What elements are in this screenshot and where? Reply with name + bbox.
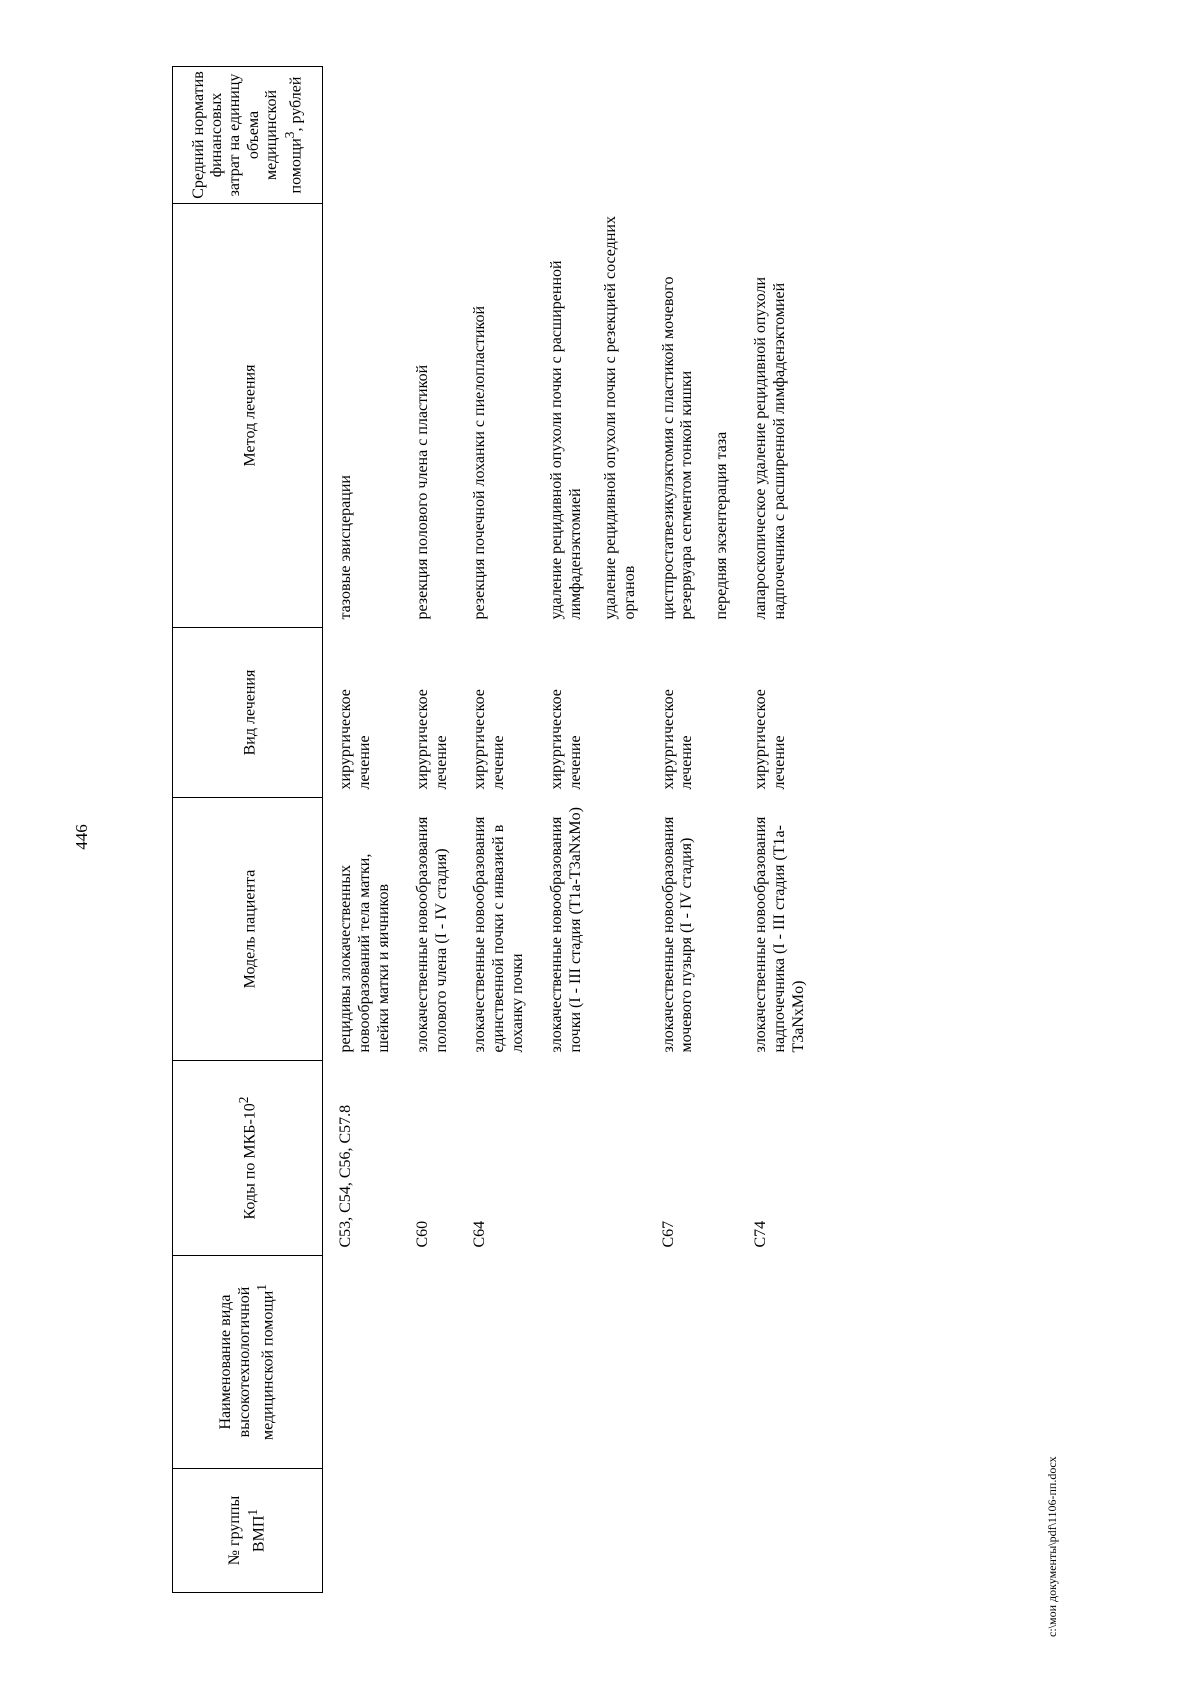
icd-codes-cell: C67 bbox=[659, 1220, 677, 1248]
treatment-kind-cell: хирургическое лечение bbox=[413, 689, 450, 790]
treatment-method-cell bbox=[752, 204, 829, 628]
table-row bbox=[471, 67, 548, 1593]
treatment-method-item: лапароскопическое удаление рецидивной опухоли надпочечника с расширенной лимфаденэктомией bbox=[752, 276, 788, 620]
treatment-method-cell bbox=[660, 204, 753, 628]
patient-model-cell: злокачественные новообразования мочевого пузыря (I - IV стадия) bbox=[659, 816, 696, 1053]
table-row bbox=[323, 67, 414, 1593]
cost-norm-cell bbox=[548, 67, 660, 204]
patient-model-cell: злокачественные новообразования единственной почки с инвазией в лоханку почки bbox=[471, 816, 527, 1053]
cost-norm-cell bbox=[323, 67, 414, 204]
table-row bbox=[660, 67, 753, 1593]
cost-norm-cell bbox=[660, 67, 753, 204]
header-cost-norm: Средний норматив финансовых затрат на единицу объема медицинской помощи$^3$, рублей bbox=[173, 67, 323, 204]
care-type-cell bbox=[323, 1256, 414, 1469]
treatment-kind-cell: хирургическое лечение bbox=[752, 689, 788, 790]
header-icd-codes: Коды по МКБ-$10^2$ bbox=[173, 1061, 323, 1256]
header-treatment-kind: Вид лечения bbox=[173, 628, 323, 798]
treatment-kind-cell: хирургическое лечение bbox=[337, 689, 373, 790]
icd-codes-cell: C60 bbox=[413, 1220, 431, 1248]
group-number-cell bbox=[323, 1469, 414, 1593]
treatment-method-item: тазовые эвисцерации bbox=[337, 475, 354, 620]
table-row bbox=[752, 67, 829, 1593]
header-treatment-method: Метод лечения bbox=[173, 204, 323, 628]
treatment-method-cell bbox=[548, 204, 660, 628]
group-number-cell bbox=[414, 1469, 472, 1593]
icd-codes-cell bbox=[548, 1061, 660, 1256]
treatment-method-item: передняя экзентерация таза bbox=[713, 431, 731, 620]
care-type-cell bbox=[660, 1256, 753, 1469]
patient-model-cell: злокачественные новообразования почки (I - III стадия (T1a-T3aNxMo) bbox=[548, 807, 584, 1053]
treatment-method-item: резекция почечной лоханки с пиелопластикой bbox=[471, 305, 489, 620]
icd-codes-cell: C64 bbox=[471, 1220, 489, 1248]
table-header-row bbox=[173, 67, 323, 1593]
treatment-method-cell bbox=[323, 204, 414, 628]
table-body bbox=[323, 67, 829, 1593]
treatment-kind-cell: хирургическое лечение bbox=[659, 689, 696, 790]
treatment-method-item: удаление рецидивной опухоли почки с резекцией соседних органов bbox=[601, 216, 638, 620]
treatment-method-item: удаление рецидивной опухоли почки с расширенной лимфаденэктомией bbox=[548, 260, 584, 620]
cost-norm-cell bbox=[471, 67, 548, 204]
care-type-cell bbox=[752, 1256, 829, 1469]
care-type-cell bbox=[414, 1256, 472, 1469]
group-number-cell bbox=[752, 1469, 829, 1593]
vmp-table bbox=[172, 66, 829, 1593]
patient-model-cell: злокачественные новообразования надпочечника (I - III стадия (T1a-T3aNxMo) bbox=[752, 816, 807, 1053]
cost-norm-cell bbox=[752, 67, 829, 204]
care-type-cell bbox=[548, 1256, 660, 1469]
table-row bbox=[414, 67, 472, 1593]
header-care-type-name: Наименование вида высокотехнологичной медицинской помощи$^1$ bbox=[173, 1256, 323, 1469]
group-number-cell bbox=[471, 1469, 548, 1593]
icd-codes-cell: C53, C54, C56, C57.8 bbox=[337, 1104, 354, 1248]
treatment-method-cell bbox=[414, 204, 472, 628]
header-patient-model: Модель пациента bbox=[173, 798, 323, 1061]
patient-model-cell: рецидивы злокачественных новообразований тела матки, шейки матки и яичников bbox=[337, 853, 392, 1053]
treatment-kind-cell: хирургическое лечение bbox=[548, 689, 584, 790]
treatment-kind-cell: хирургическое лечение bbox=[471, 689, 508, 790]
treatment-method-item: цистпростатвезикулэктомия с пластикой мочевого резервуара сегментом тонкой кишки bbox=[659, 276, 696, 620]
cost-norm-cell bbox=[414, 67, 472, 204]
page-number: 446 bbox=[72, 824, 91, 850]
icd-codes-cell: C74 bbox=[752, 1220, 770, 1248]
care-type-cell bbox=[471, 1256, 548, 1469]
patient-model-cell: злокачественные новообразования полового члена (I - IV стадия) bbox=[413, 816, 450, 1053]
table-row bbox=[548, 67, 660, 1593]
header-group-number: № группы ВМП$^1$ bbox=[173, 1469, 323, 1593]
treatment-method-item: резекция полового члена с пластикой bbox=[413, 364, 431, 620]
group-number-cell bbox=[660, 1469, 753, 1593]
footer-file-path: c:\мои документы\pdf\1106-пп.docx bbox=[1045, 1456, 1059, 1637]
treatment-method-cell bbox=[471, 204, 548, 628]
group-number-cell bbox=[548, 1469, 660, 1593]
